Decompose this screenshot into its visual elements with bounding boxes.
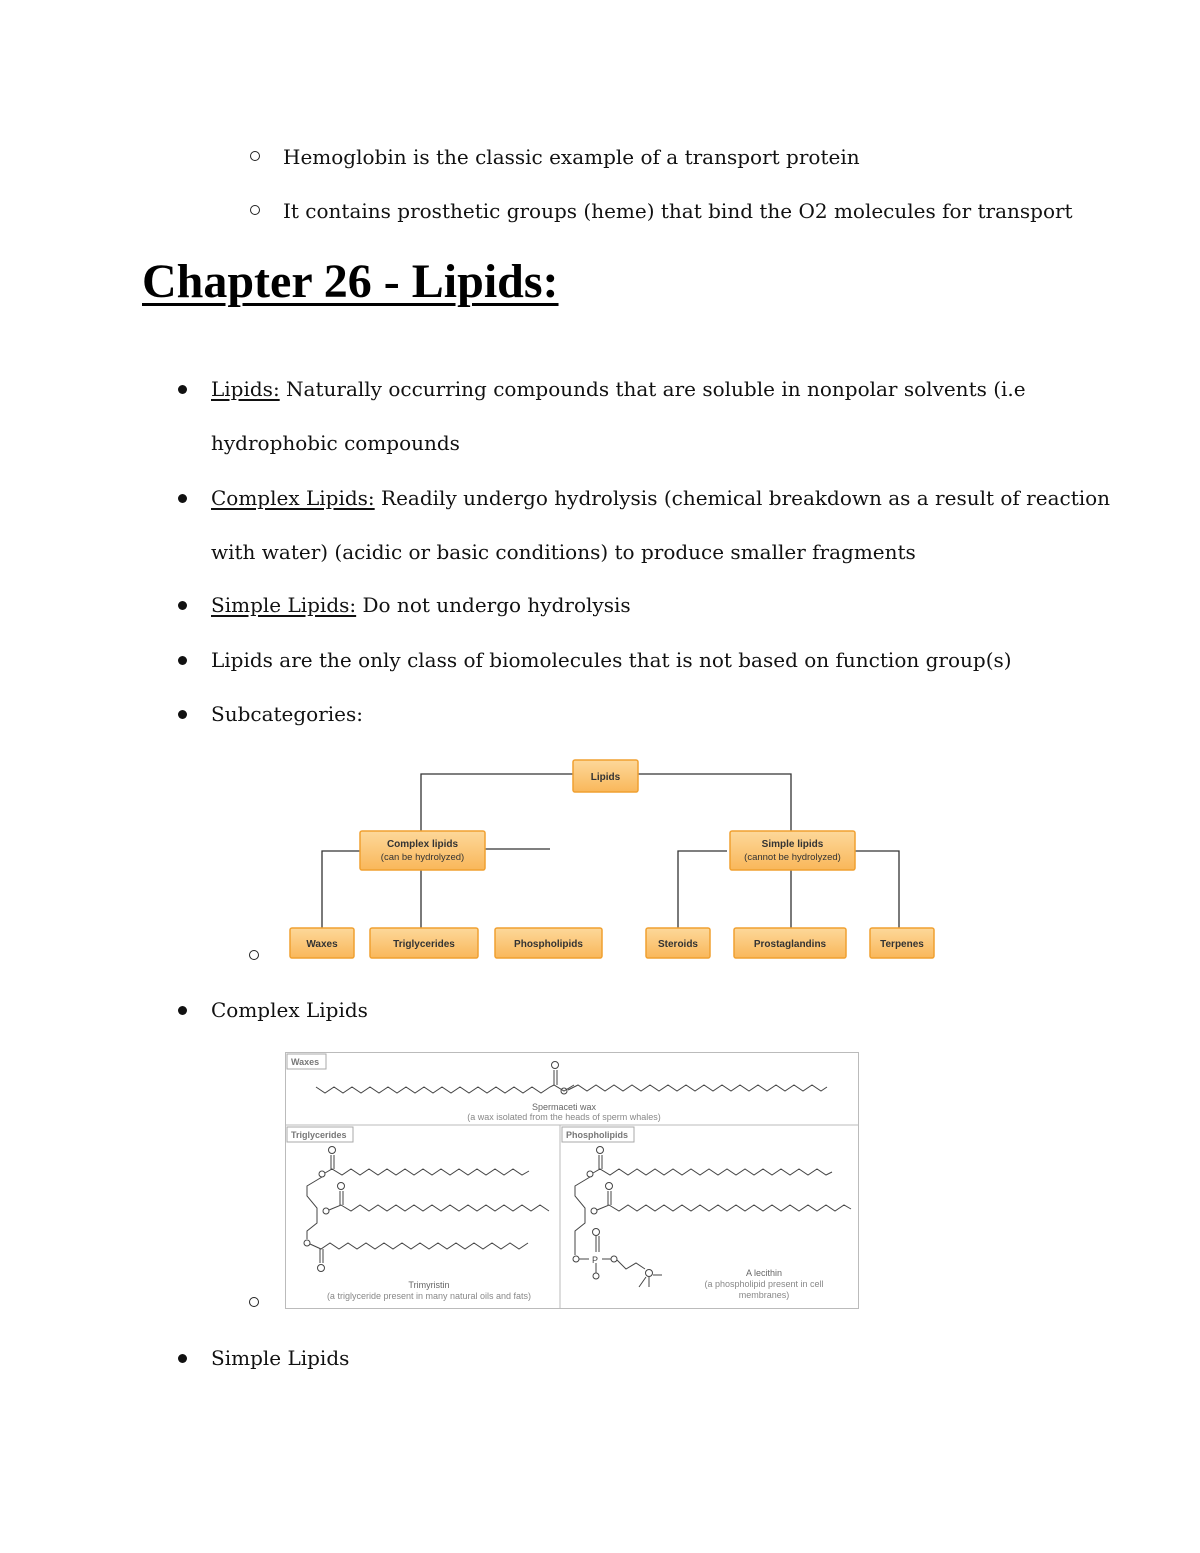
bullet-subcategories: Subcategories: [211, 702, 364, 726]
bullet-simple-def [211, 592, 631, 618]
wax-name: Spermaceti wax [531, 1102, 597, 1112]
bullet-simple-lipids-heading: Simple Lipids [211, 1346, 350, 1370]
tree-node-root [573, 760, 638, 792]
term-complex-lipids: Complex Lipids: [211, 486, 375, 510]
tree-simple-sub: (cannot be hydrolyzed) [744, 852, 841, 863]
tree-leaf-label: Terpenes [880, 939, 924, 950]
dot-bullet-icon [178, 601, 187, 610]
lipid-subcategory-diagram [280, 752, 945, 967]
tree-complex-title: Complex lipids [386, 839, 459, 850]
tree-leaf-label: Phospholipids [514, 939, 583, 950]
complex-lipid-structures-figure [284, 1051, 860, 1311]
term-lipids: Lipids: [211, 377, 280, 401]
dot-bullet-icon [178, 494, 187, 503]
waxes-panel-label: Waxes [291, 1057, 320, 1067]
tree-leaf-steroids [646, 928, 710, 958]
tree-complex-sub: (can be hydrolyzed) [380, 852, 465, 863]
tree-leaf-triglycerides [370, 928, 478, 958]
dot-bullet-icon [178, 1006, 187, 1015]
svg-text:P: P [592, 1255, 599, 1265]
def-lipids: Naturally occurring compounds that are soluble in nonpolar solvents (i.e [279, 377, 1026, 401]
tree-leaf-label: Waxes [306, 939, 338, 950]
tree-leaf-prostaglandins [734, 928, 846, 958]
phos-desc-1: (a phospholipid present in cell [704, 1279, 824, 1289]
dot-bullet-icon [178, 656, 187, 665]
trig-desc: (a triglyceride present in many natural oils and fats) [326, 1291, 532, 1301]
phos-desc-2: membranes) [738, 1290, 790, 1300]
dot-bullet-icon [178, 385, 187, 394]
def-complex-lipids: Readily undergo hydrolysis (chemical breakdown as a result of reaction [374, 486, 1111, 510]
circle-bullet-icon [250, 151, 260, 161]
dot-bullet-icon [178, 710, 187, 719]
molecule-skeletons [304, 1062, 851, 1288]
tree-leaf-label: Triglycerides [393, 939, 455, 950]
triglycerides-panel-label: Triglycerides [291, 1130, 347, 1140]
chapter-title: Chapter 26 - Lipids: [142, 255, 559, 308]
tree-node-simple [730, 831, 855, 870]
tree-node-complex [360, 831, 485, 870]
tree-root-label: Lipids [590, 772, 621, 783]
bullet-function-group: Lipids are the only class of biomolecules that is not based on function group(s) [211, 648, 1012, 672]
bullet-complex-def [211, 485, 1110, 511]
tree-leaf-terpenes [870, 928, 934, 958]
term-simple-lipids: Simple Lipids: [211, 593, 357, 617]
bullet-prosthetic: It contains prosthetic groups (heme) that bind the O2 molecules for transport [283, 199, 1073, 223]
circle-bullet-icon [249, 950, 259, 960]
def-simple-lipids: Do not undergo hydrolysis [356, 593, 631, 617]
tree-simple-title: Simple lipids [761, 839, 824, 850]
tree-leaf-waxes [290, 928, 354, 958]
bullet-lipids-cont: hydrophobic compounds [211, 431, 460, 455]
bullet-complex-lipids-heading: Complex Lipids [211, 998, 368, 1022]
bullet-lipids-def [211, 376, 1026, 402]
tree-leaf-phospholipids [495, 928, 602, 958]
phospholipids-panel-label: Phospholipids [566, 1130, 628, 1140]
tree-leaf-label: Prostaglandins [753, 939, 827, 950]
trig-name: Trimyristin [408, 1280, 450, 1290]
circle-bullet-icon [249, 1297, 259, 1307]
bullet-complex-cont: with water) (acidic or basic conditions) to produce smaller fragments [211, 540, 916, 564]
bullet-hemoglobin: Hemoglobin is the classic example of a transport protein [283, 145, 860, 169]
wax-desc: (a wax isolated from the heads of sperm whales) [467, 1112, 661, 1122]
phos-name: A lecithin [745, 1268, 783, 1278]
dot-bullet-icon [178, 1354, 187, 1363]
tree-leaf-label: Steroids [657, 939, 699, 950]
circle-bullet-icon [250, 205, 260, 215]
